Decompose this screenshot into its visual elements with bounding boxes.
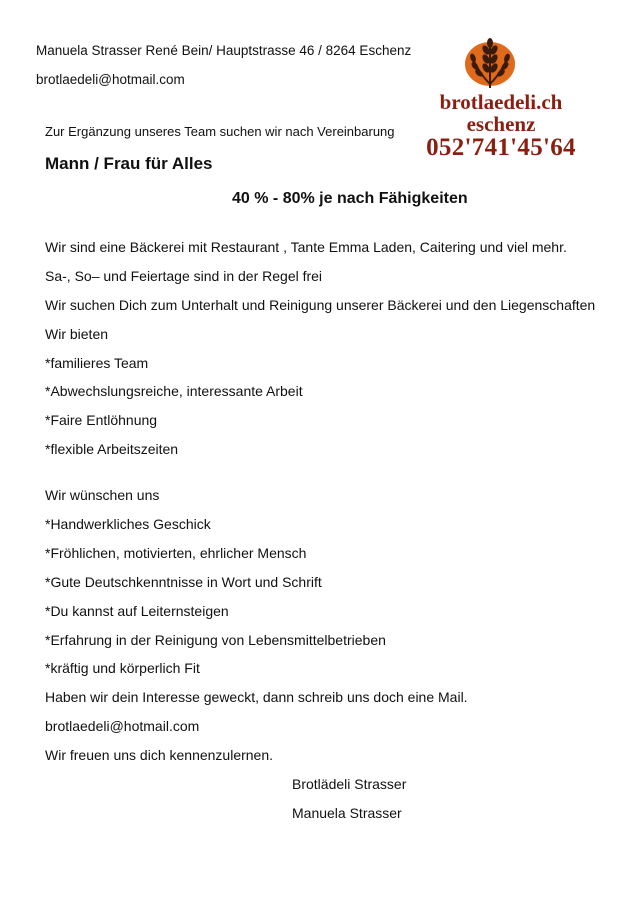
cta-email: brotlaedeli@hotmail.com <box>45 718 200 734</box>
list-item: *Abwechslungsreiche, interessante Arbeit <box>45 383 303 399</box>
cta-text: Haben wir dein Interesse geweckt, dann schreib uns doch eine Mail. <box>45 689 468 705</box>
contact-line: Manuela Strasser René Bein/ Hauptstrasse 46 / 8264 Eschenz <box>36 43 412 58</box>
list-item: *Fröhlichen, motivierten, ehrlicher Mensch <box>45 545 307 561</box>
logo-town: eschenz <box>466 112 536 136</box>
header-email: brotlaedeli@hotmail.com <box>36 72 185 87</box>
workload: 40 % - 80% je nach Fähigkeiten <box>232 190 468 207</box>
signature-company: Brotlädeli Strasser <box>292 776 407 792</box>
body-line-1: Wir sind eine Bäckerei mit Restaurant , Tante Emma Laden, Caitering und viel mehr. <box>45 239 567 255</box>
signature-name: Manuela Strasser <box>292 805 402 821</box>
offer-heading: Wir bieten <box>45 326 109 342</box>
wish-heading: Wir wünschen uns <box>45 487 160 503</box>
list-item: *Du kannst auf Leiternsteigen <box>45 603 229 619</box>
list-item: *Faire Entlöhnung <box>45 412 158 428</box>
list-item: *Gute Deutschkenntnisse in Wort und Schrift <box>45 574 322 590</box>
list-item: *kräftig und körperlich Fit <box>45 660 200 676</box>
body-line-2: Sa-, So– und Feiertage sind in der Regel frei <box>45 268 323 284</box>
logo-name: brotlaedeli.ch <box>439 90 563 114</box>
logo <box>426 34 576 168</box>
logo-phone: 052'741'45'64 <box>426 134 576 161</box>
list-item: *Handwerkliches Geschick <box>45 516 211 532</box>
job-title: Mann / Frau für Alles <box>45 154 213 173</box>
list-item: *familieres Team <box>45 355 149 371</box>
wheat-icon <box>464 34 516 90</box>
closing-text: Wir freuen uns dich kennenzulernen. <box>45 747 274 763</box>
list-item: *Erfahrung in der Reinigung von Lebensmittelbetrieben <box>45 632 386 648</box>
intro-text: Zur Ergänzung unseres Team suchen wir nach Vereinbarung <box>45 124 395 139</box>
body-line-3: Wir suchen Dich zum Unterhalt und Reinigung unserer Bäckerei und den Liegenschaften <box>45 297 596 313</box>
list-item: *flexible Arbeitszeiten <box>45 441 179 457</box>
